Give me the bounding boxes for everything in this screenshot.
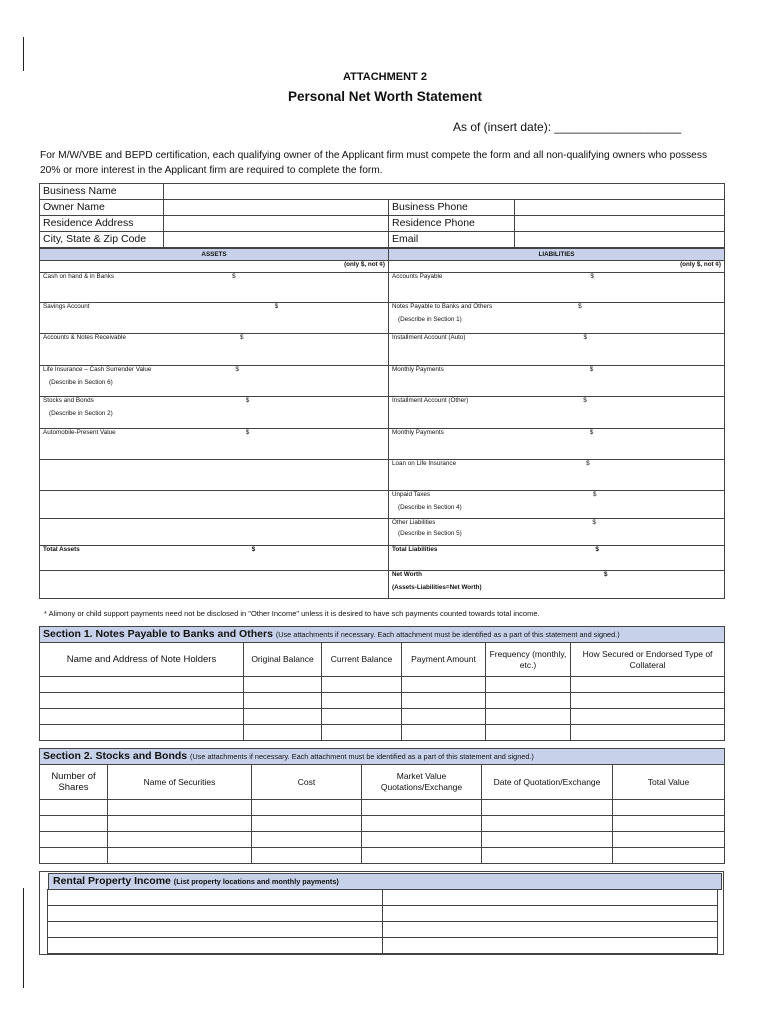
footnote: * Alimony or child support payments need not be disclosed in "Other Income" unless it is desired to have sch payments counted towards total income. (44, 609, 540, 618)
owner-name-label: Owner Name (40, 200, 164, 216)
liability-row[interactable]: Loan on Life Insurance $ (389, 460, 725, 491)
asset-row[interactable]: Stocks and Bonds $ (Describe in Section 2) (40, 397, 389, 429)
city-state-zip-label: City, State & Zip Code (40, 232, 164, 248)
as-of-date-field[interactable]: As of (insert date): ___________________ (453, 120, 682, 134)
business-phone-label: Business Phone (389, 200, 515, 216)
col-cost: Cost (252, 765, 362, 800)
table-row[interactable] (40, 832, 725, 848)
total-liabilities-row[interactable]: Total Liabilities $ (389, 546, 725, 571)
table-row[interactable] (48, 938, 718, 954)
rental-note: (List property locations and monthly payments) (173, 877, 339, 886)
table-row[interactable] (48, 922, 718, 938)
residence-phone-input[interactable] (515, 216, 725, 232)
assets-liabilities-table (39, 248, 725, 599)
col-name-of-securities: Name of Securities (108, 765, 252, 800)
table-row[interactable] (40, 800, 725, 816)
section2-note: (Use attachments if necessary. Each attachment must be identified as a part of this statement and signed.) (190, 752, 534, 761)
col-payment-amount: Payment Amount (402, 643, 486, 677)
table-row[interactable] (40, 848, 725, 864)
table-row[interactable] (40, 693, 725, 709)
table-row[interactable] (40, 709, 725, 725)
owner-name-input[interactable] (164, 200, 389, 216)
liability-row[interactable]: Notes Payable to Banks and Others $ (Describe in Section 1) (389, 303, 725, 334)
col-collateral: How Secured or Endorsed Type of Collateral (571, 643, 725, 677)
section1-title: Section 1. Notes Payable to Banks and Others (43, 628, 273, 640)
assets-units-note: (only $, not ¢) (40, 261, 389, 273)
business-phone-input[interactable] (515, 200, 725, 216)
asset-row-blank[interactable] (40, 491, 389, 519)
col-date-of-quotation: Date of Quotation/Exchange (482, 765, 613, 800)
owner-info-table (39, 183, 725, 248)
liabilities-units-note: (only $, not ¢) (389, 261, 725, 273)
table-row[interactable] (48, 890, 718, 906)
col-market-value: Market Value Quotations/Exchange (362, 765, 482, 800)
asset-row[interactable]: Automobile-Present Value $ (40, 429, 389, 460)
asset-row-blank[interactable] (40, 519, 389, 546)
section1-note: (Use attachments if necessary. Each attachment must be identified as a part of this statement and signed.) (275, 630, 620, 639)
email-input[interactable] (515, 232, 725, 248)
section1-title-row (40, 627, 725, 643)
table-row[interactable] (40, 725, 725, 741)
residence-phone-label: Residence Phone (389, 216, 515, 232)
liability-row[interactable]: Accounts Payable $ (389, 273, 725, 303)
asset-row-blank[interactable] (40, 571, 389, 599)
city-state-zip-input[interactable] (164, 232, 389, 248)
col-number-of-shares: Number of Shares (40, 765, 108, 800)
rental-title-row (48, 873, 722, 890)
rental-section (39, 871, 724, 955)
asset-row[interactable]: Life Insurance – Cash Surrender Value $ (Describe in Section 6) (40, 366, 389, 397)
assets-header: ASSETS (40, 249, 389, 261)
liability-row[interactable]: Monthly Payments $ (389, 429, 725, 460)
section1-table (39, 626, 725, 741)
section2-title: Section 2. Stocks and Bonds (43, 750, 188, 762)
margin-line-bottom (23, 888, 24, 988)
section2-title-row (40, 749, 725, 765)
table-row[interactable] (48, 906, 718, 922)
asset-row[interactable]: Cash on hand & in Banks $ (40, 273, 389, 303)
rental-title: Rental Property Income (53, 875, 171, 887)
net-worth-row[interactable]: Net Worth $ (Assets-Liabilities=Net Worth) (389, 571, 725, 599)
attachment-label: ATTACHMENT 2 (343, 71, 427, 83)
liability-row[interactable]: Installment Account (Other) $ (389, 397, 725, 429)
asset-row-blank[interactable] (40, 460, 389, 491)
col-note-holders: Name and Address of Note Holders (40, 643, 244, 677)
liability-row[interactable]: Installment Account (Auto) $ (389, 334, 725, 366)
page-title: Personal Net Worth Statement (287, 89, 483, 104)
residence-address-input[interactable] (164, 216, 389, 232)
col-current-balance: Current Balance (322, 643, 402, 677)
intro-text: For M/W/VBE and BEPD certification, each qualifying owner of the Applicant firm must compete the form and all non-qualifying owners who possess 20% or more interest in the Applicant firm are required to complete the form. (40, 150, 708, 176)
rental-table (47, 889, 718, 954)
email-label: Email (389, 232, 515, 248)
table-row[interactable] (40, 677, 725, 693)
liability-row[interactable]: Monthly Payments $ (389, 366, 725, 397)
liabilities-header: LIABILITIES (389, 249, 725, 261)
liability-row[interactable]: Unpaid Taxes $ (Describe in Section 4) (389, 491, 725, 519)
asset-row[interactable]: Accounts & Notes Receivable $ (40, 334, 389, 366)
margin-line-top (23, 37, 24, 71)
residence-address-label: Residence Address (40, 216, 164, 232)
asset-row[interactable]: Savings Account $ (40, 303, 389, 334)
col-original-balance: Original Balance (244, 643, 322, 677)
table-row[interactable] (40, 816, 725, 832)
liability-row[interactable]: Other Liabilities $ (Describe in Section 5) (389, 519, 725, 546)
total-assets-row[interactable]: Total Assets $ (40, 546, 389, 571)
business-name-input[interactable] (164, 184, 725, 200)
col-frequency: Frequency (monthly, etc.) (486, 643, 571, 677)
section2-table (39, 748, 725, 864)
col-total-value: Total Value (613, 765, 725, 800)
business-name-label: Business Name (40, 184, 164, 200)
